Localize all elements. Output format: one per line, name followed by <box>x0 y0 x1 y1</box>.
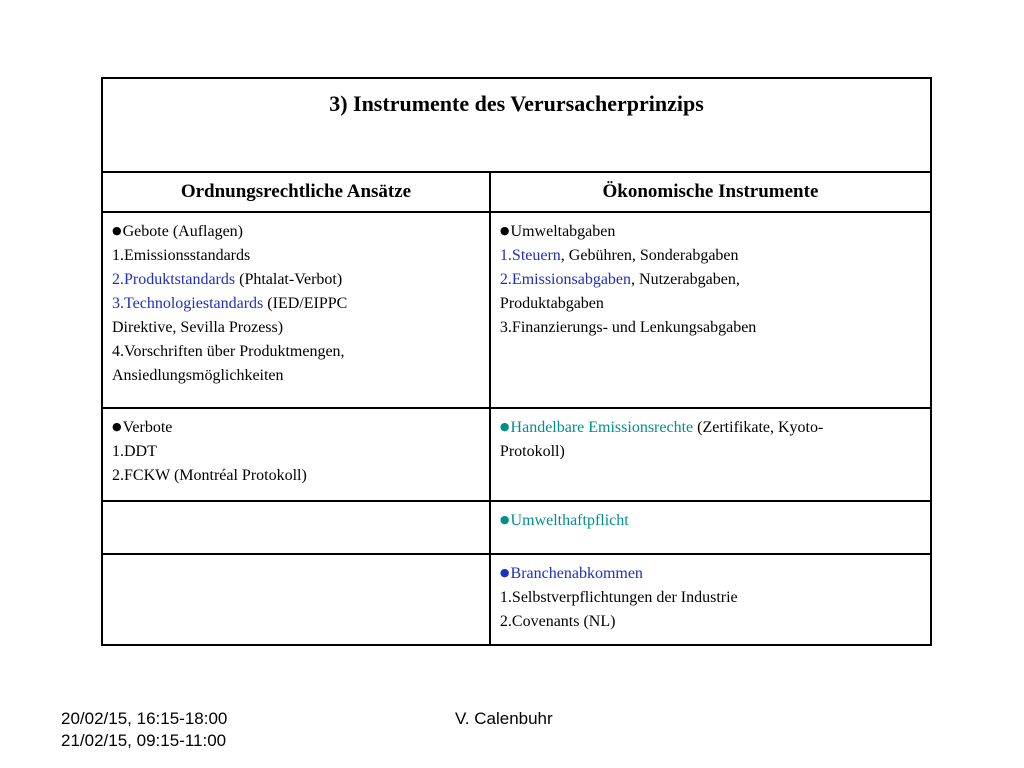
list-item: 2.Covenants (NL) <box>499 613 616 630</box>
cell-branchenabkommen <box>490 554 931 645</box>
bullet-icon: ● <box>112 420 122 433</box>
list-item: ●Gebote (Auflagen) <box>112 223 243 240</box>
list-item: ●Umweltabgaben <box>499 223 616 240</box>
list-item: 1.Selbstverpflichtungen der Industrie <box>499 589 738 606</box>
list-item: 2.FCKW (Montréal Protokoll) <box>112 467 307 484</box>
cell-umwelthaftpflicht <box>490 501 931 554</box>
bullet-icon: ● <box>112 224 122 237</box>
bullet-icon: ● <box>499 224 510 237</box>
list-item: 1.Steuern, Gebühren, Sonderabgaben <box>499 247 739 264</box>
header-right <box>490 172 931 212</box>
list-item: 1.DDT <box>112 443 157 460</box>
header-right-label: Ökonomische Instrumente <box>602 181 819 202</box>
bullet-icon: ● <box>499 513 510 526</box>
list-item: 1.Emissionsstandards <box>112 247 251 264</box>
footer-date-2: 21/02/15, 09:15-11:00 <box>61 731 227 750</box>
list-item: ●Umwelthaftpflicht <box>499 512 629 529</box>
list-item: 3.Finanzierungs- und Lenkungsabgaben <box>499 319 757 336</box>
header-left <box>102 172 490 212</box>
list-item: ●Branchenabkommen <box>499 565 643 582</box>
footer-author: V. Calenbuhr <box>455 709 553 728</box>
list-item: Protokoll) <box>499 443 565 460</box>
list-item: 3.Technologiestandards (IED/EIPPC <box>112 295 348 312</box>
cell-verbote <box>102 408 490 501</box>
list-item: ●Verbote <box>112 419 173 436</box>
cell-umweltabgaben <box>490 212 931 408</box>
bullet-icon: ● <box>499 420 510 433</box>
list-item: 4.Vorschriften über Produktmengen, <box>112 343 345 360</box>
cell-emissionsrechte <box>490 408 931 501</box>
footer-dates <box>61 708 227 752</box>
list-item: Produktabgaben <box>499 295 604 312</box>
cell-empty <box>102 554 490 645</box>
list-item: ●Handelbare Emissionsrechte (Zertifikate, Kyoto- <box>499 419 824 436</box>
cell-gebote <box>102 212 490 408</box>
slide-title: 3) Instrumente des Verursacherprinzips <box>329 91 704 116</box>
list-item: 2.Emissionsabgaben, Nutzerabgaben, <box>499 271 740 288</box>
footer-date-1: 20/02/15, 16:15-18:00 <box>61 709 228 728</box>
instruments-table <box>101 77 932 646</box>
title-cell <box>102 78 931 172</box>
bullet-icon: ● <box>499 566 510 579</box>
cell-empty <box>102 501 490 554</box>
list-item: Direktive, Sevilla Prozess) <box>112 319 284 336</box>
list-item: Ansiedlungsmöglichkeiten <box>112 367 284 384</box>
header-left-label: Ordnungsrechtliche Ansätze <box>180 181 412 202</box>
list-item: 2.Produktstandards (Phtalat-Verbot) <box>112 271 343 288</box>
